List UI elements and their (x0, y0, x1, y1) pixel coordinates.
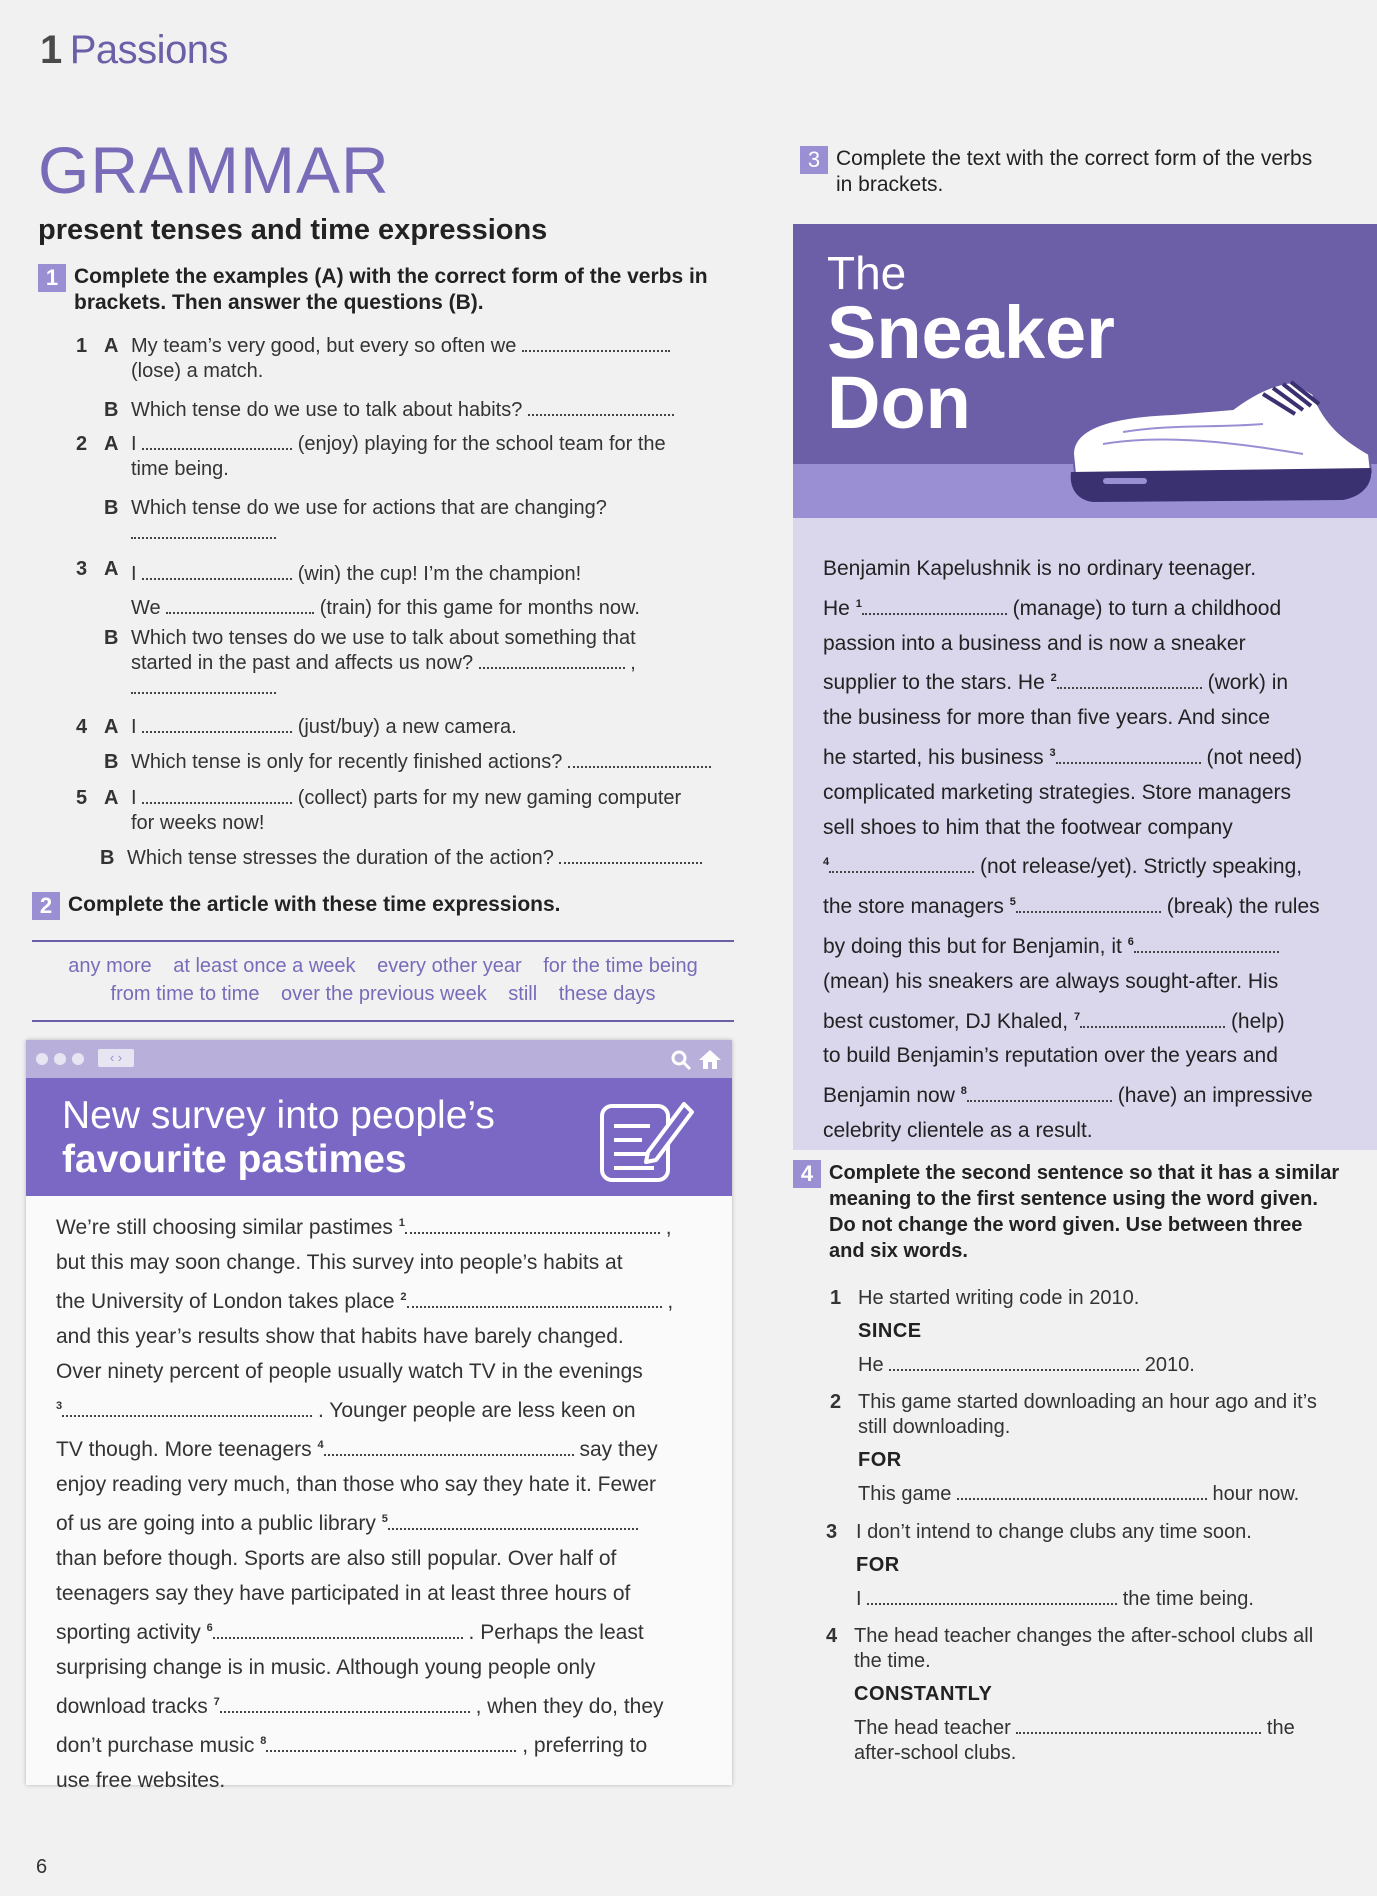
ex4-item-1 (830, 1286, 1370, 1378)
sneaker-article-body (823, 552, 1353, 1149)
line-text: , (667, 1290, 674, 1313)
ex3-instruction (800, 146, 1377, 198)
answer-gap[interactable] (957, 1482, 1207, 1500)
ex1-item-1 (76, 334, 756, 384)
item-number: 3 (826, 1521, 838, 1543)
item-text: I (131, 563, 137, 585)
expression: every other year (377, 955, 522, 977)
answer-gap[interactable] (131, 676, 276, 694)
answer-gap[interactable] (1080, 1010, 1225, 1028)
sneaker-don-article (793, 224, 1377, 1150)
article-line (56, 1354, 702, 1389)
expression: at least once a week (173, 955, 356, 977)
ex1-instruction-line2: brackets. Then answer the questions (B). (74, 291, 484, 314)
unit-title: Passions (69, 28, 229, 72)
line-text: to build Benjamin’s reputation over the years and (823, 1044, 1278, 1068)
search-icon (670, 1049, 692, 1071)
answer-gap[interactable] (479, 651, 625, 669)
ex4-number: 4 (793, 1160, 821, 1188)
line-text: TV though. More teenagers (56, 1438, 312, 1461)
line-text: (not need) (1206, 745, 1303, 769)
line-text: (mean) his sneakers are always sought-after. His (823, 969, 1279, 993)
ex1-item-5 (76, 786, 756, 836)
question-text: Which tense do we use for actions that are changing? (131, 497, 607, 519)
ex4-item-2 (830, 1390, 1370, 1507)
line-text: , (665, 1216, 672, 1239)
survey-header (26, 1078, 732, 1196)
item-text: (train) for this game for months now. (319, 597, 640, 619)
second-sentence-end: hour now. (1212, 1483, 1300, 1505)
ex1-instruction (38, 264, 748, 316)
sneaker-title-word2: Don (827, 361, 971, 444)
item-text: I (131, 787, 137, 809)
first-sentence: the time. (854, 1650, 931, 1672)
ex3-instruction-line2: in brackets. (836, 173, 944, 196)
notepad-pencil-icon (596, 1090, 696, 1188)
article-line (823, 1074, 1353, 1114)
ex1-instruction-line1: Complete the examples (A) with the correct form of the verbs in (74, 265, 708, 288)
line-text: best customer, DJ Khaled, (823, 1009, 1069, 1033)
item-number: 2 (830, 1391, 842, 1413)
article-line (56, 1467, 702, 1502)
ex4-instruction-line: meaning to the first sentence using the word given. (829, 1188, 1318, 1210)
article-line (56, 1763, 702, 1798)
line-text: supplier to the stars. He (823, 671, 1045, 695)
answer-gap[interactable] (324, 1438, 574, 1456)
ex4-instruction (793, 1160, 1377, 1264)
ex1-item-3 (76, 557, 756, 625)
page-number: 6 (36, 1856, 48, 1878)
line-text: than before though. Sports are also still popular. Over half of (56, 1547, 617, 1570)
label-b: B (100, 847, 115, 869)
question-text: started in the past and affects us now? (131, 652, 474, 674)
article-line (56, 1319, 702, 1354)
question-text: Which tense is only for recently finished actions? (131, 751, 563, 773)
article-line (823, 627, 1353, 662)
label-a: A (104, 716, 119, 738)
article-line (56, 1724, 702, 1763)
line-text: Benjamin now (823, 1084, 955, 1108)
article-line (56, 1502, 702, 1541)
item-text: We (131, 597, 161, 619)
item-text: (enjoy) playing for the school team for the (297, 433, 666, 455)
label-a: A (104, 335, 119, 357)
key-word: FOR (858, 1449, 902, 1471)
item-text: I (131, 433, 137, 455)
gap-number: 3 (56, 1400, 63, 1412)
article-line (56, 1280, 702, 1319)
expression: still (508, 983, 538, 1005)
article-line (56, 1541, 702, 1576)
answer-gap[interactable] (867, 1587, 1117, 1605)
item-number: 5 (76, 787, 88, 809)
gap-number: 5 (1009, 896, 1016, 909)
line-text: the store managers (823, 895, 1004, 919)
line-text: the University of London takes place (56, 1290, 395, 1313)
answer-gap[interactable] (528, 398, 674, 416)
line-text: sell shoes to him that the footwear company (823, 815, 1233, 839)
second-sentence-start: The head teacher (854, 1717, 1011, 1739)
ex2-instruction (32, 892, 732, 920)
line-text: celebrity clientele as a result. (823, 1118, 1093, 1142)
answer-gap[interactable] (213, 1621, 463, 1639)
ex2-number: 2 (32, 892, 60, 920)
line-text: (break) the rules (1166, 895, 1320, 919)
item-number: 1 (76, 335, 88, 357)
gap-number: 6 (206, 1622, 213, 1634)
article-line (823, 587, 1353, 627)
line-text: of us are going into a public library (56, 1512, 376, 1535)
item-text: My team’s very good, but every so often we (131, 335, 517, 357)
item-text: (lose) a match. (131, 360, 264, 382)
ex1-item-5b (100, 846, 750, 871)
answer-gap[interactable] (220, 1695, 470, 1713)
survey-title-line1: New survey into people’s (62, 1094, 495, 1137)
unit-header (40, 28, 228, 73)
item-number: 4 (76, 716, 88, 738)
first-sentence: The head teacher changes the after-school clubs all (854, 1625, 1314, 1647)
line-text: the business for more than five years. And since (823, 706, 1271, 730)
second-sentence-end: after-school clubs. (854, 1742, 1017, 1764)
line-text: teenagers say they have participated in at least three hours of (56, 1582, 631, 1605)
gap-number: 3 (1049, 746, 1056, 759)
gap-number: 1 (398, 1217, 405, 1229)
ex1-item-3b: B Which two tenses do we use to talk about something that started in the past and affects us now? , (104, 626, 754, 701)
label-b: B (104, 399, 119, 421)
divider (32, 1020, 734, 1022)
answer-gap[interactable] (1134, 935, 1279, 953)
answer-gap[interactable] (407, 1290, 662, 1308)
unit-number: 1 (40, 28, 62, 72)
answer-gap[interactable] (862, 597, 1007, 615)
answer-gap[interactable] (142, 715, 292, 733)
line-text: (work) in (1207, 671, 1289, 695)
answer-gap[interactable] (405, 1216, 660, 1234)
item-text: time being. (131, 458, 229, 480)
gap-number: 5 (381, 1513, 388, 1525)
line-text: passion into a business and is now a sneaker (823, 631, 1246, 655)
expression: from time to time (110, 983, 260, 1005)
first-sentence: still downloading. (858, 1416, 1011, 1438)
ex4-instruction-line: Complete the second sentence so that it has a similar (829, 1162, 1340, 1184)
article-line (56, 1206, 702, 1245)
line-text: don’t purchase music (56, 1734, 255, 1757)
ex1-item-2 (76, 432, 756, 482)
grammar-title: GRAMMAR (38, 133, 390, 207)
ex2-instruction-text: Complete the article with these time expressions. (68, 893, 561, 916)
window-dot-icon (54, 1053, 66, 1065)
line-text: but this may soon change. This survey into people’s habits at (56, 1251, 623, 1274)
answer-gap[interactable] (889, 1353, 1139, 1371)
second-sentence-start: I (856, 1588, 862, 1610)
key-word: SINCE (858, 1320, 922, 1342)
question-text: Which two tenses do we use to talk about something that (131, 627, 636, 649)
first-sentence: I don’t intend to change clubs any time soon. (856, 1521, 1252, 1543)
gap-number: 8 (260, 1735, 267, 1747)
window-dot-icon (72, 1053, 84, 1065)
question-text: Which tense do we use to talk about habits? (131, 399, 523, 421)
article-line (56, 1389, 702, 1428)
line-text: (manage) to turn a childhood (1012, 596, 1282, 620)
article-line (823, 736, 1353, 776)
label-a: A (104, 787, 119, 809)
key-word: CONSTANTLY (854, 1683, 993, 1705)
first-sentence: This game started downloading an hour ago and it’s (858, 1391, 1317, 1413)
second-sentence-end: the (1266, 1717, 1295, 1739)
label-b: B (104, 497, 119, 519)
question-text: Which tense stresses the duration of the action? (127, 847, 554, 869)
article-line (56, 1428, 702, 1467)
article-line (823, 776, 1353, 811)
article-line (823, 1114, 1353, 1149)
answer-gap[interactable] (388, 1512, 638, 1530)
gap-number: 2 (400, 1291, 407, 1303)
ex4-item-3 (826, 1520, 1366, 1612)
gap-number: 7 (213, 1696, 220, 1708)
answer-gap[interactable] (967, 1084, 1112, 1102)
article-line (823, 885, 1353, 925)
ex3-number: 3 (800, 146, 828, 174)
ex4-instruction-line: and six words. (829, 1240, 968, 1262)
line-text: , when they do, they (475, 1695, 664, 1718)
gap-number: 8 (960, 1085, 967, 1098)
second-sentence-end: 2010. (1144, 1354, 1195, 1376)
gap-number: 6 (1127, 935, 1134, 948)
sneaker-icon (1063, 354, 1377, 514)
item-number: 3 (76, 558, 88, 580)
key-word: FOR (856, 1554, 900, 1576)
answer-gap[interactable] (131, 521, 276, 539)
answer-gap[interactable] (142, 562, 292, 580)
sneaker-title-the: The (827, 247, 907, 299)
label-a: A (104, 558, 119, 580)
answer-gap[interactable] (142, 432, 292, 450)
line-text: enjoy reading very much, than those who say they hate it. Fewer (56, 1473, 656, 1496)
item-text: for weeks now! (131, 812, 265, 834)
article-line (823, 845, 1353, 885)
line-text: (have) an impressive (1117, 1084, 1313, 1108)
answer-gap[interactable] (1056, 746, 1201, 764)
item-text: (just/buy) a new camera. (297, 716, 517, 738)
survey-article-panel (26, 1040, 732, 1792)
item-text: (win) the cup! I’m the champion! (297, 563, 582, 585)
line-text: complicated marketing strategies. Store managers (823, 780, 1292, 804)
line-text: he started, his business (823, 745, 1044, 769)
ex4-item-4 (826, 1624, 1371, 1766)
divider (32, 940, 734, 942)
item-number: 1 (830, 1287, 842, 1309)
article-line (823, 811, 1353, 846)
ex3-instruction-line1: Complete the text with the correct form of the verbs (836, 147, 1313, 170)
second-sentence-end: the time being. (1122, 1588, 1254, 1610)
line-text: and this year’s results show that habits have barely changed. (56, 1325, 624, 1348)
line-text: say they (579, 1438, 658, 1461)
answer-gap[interactable] (1057, 671, 1202, 689)
article-line (823, 701, 1353, 736)
line-text: surprising change is in music. Although young people only (56, 1656, 596, 1679)
expression: these days (558, 983, 656, 1005)
survey-article-body (26, 1196, 732, 1798)
home-icon (698, 1048, 722, 1070)
ex1-item-1b (104, 398, 754, 423)
article-line (823, 1039, 1353, 1074)
expression: over the previous week (281, 983, 487, 1005)
ex1-item-4b (104, 750, 754, 775)
ex1-item-4 (76, 715, 756, 740)
answer-gap[interactable] (1016, 895, 1161, 913)
item-text: (collect) parts for my new gaming computer (297, 787, 682, 809)
second-sentence-start: This game (858, 1483, 952, 1505)
answer-gap[interactable] (568, 750, 711, 768)
line-text: by doing this but for Benjamin, it (823, 934, 1122, 958)
expression: any more (68, 955, 152, 977)
article-line (56, 1245, 702, 1280)
item-text: I (131, 716, 137, 738)
first-sentence: He started writing code in 2010. (858, 1287, 1140, 1309)
line-text: (help) (1230, 1009, 1285, 1033)
answer-gap[interactable] (829, 855, 974, 873)
answer-gap[interactable] (166, 596, 314, 614)
back-forward-icon: ‹ › (98, 1049, 134, 1067)
line-text: (not release/yet). Strictly speaking, (979, 855, 1303, 879)
line-text: sporting activity (56, 1621, 201, 1644)
answer-gap[interactable] (142, 786, 292, 804)
line-text: . Perhaps the least (468, 1621, 644, 1644)
line-text: Benjamin Kapelushnik is no ordinary teenager. (823, 557, 1257, 580)
article-line (56, 1650, 702, 1685)
article-line (823, 1000, 1353, 1040)
grammar-subtitle: present tenses and time expressions (38, 214, 548, 246)
answer-gap[interactable] (266, 1734, 516, 1752)
ex1-item-2b (104, 496, 754, 546)
item-number: 2 (76, 433, 88, 455)
article-line (823, 925, 1353, 965)
gap-number: 4 (317, 1439, 324, 1451)
sneaker-title-word1: Sneaker (827, 291, 1115, 374)
window-dot-icon (36, 1053, 48, 1065)
answer-gap[interactable] (522, 334, 670, 352)
answer-gap[interactable] (62, 1399, 312, 1417)
gap-number: 4 (823, 856, 830, 869)
line-text: download tracks (56, 1695, 208, 1718)
line-text: use free websites. (56, 1769, 226, 1792)
article-line (56, 1611, 702, 1650)
gap-number: 2 (1050, 672, 1057, 685)
label-b: B (104, 751, 119, 773)
article-line (56, 1685, 702, 1724)
answer-gap[interactable] (559, 846, 702, 864)
gap-number: 1 (855, 597, 862, 610)
article-line (56, 1576, 702, 1611)
article-line (823, 661, 1353, 701)
line-text: , preferring to (522, 1734, 648, 1757)
survey-title-line2: favourite pastimes (62, 1138, 407, 1181)
line-text: We’re still choosing similar pastimes (56, 1216, 393, 1239)
line-text: . Younger people are less keen on (317, 1399, 636, 1422)
time-expressions-box (32, 952, 734, 1008)
label-a: A (104, 433, 119, 455)
gap-number: 7 (1073, 1010, 1081, 1023)
second-sentence-start: He (858, 1354, 884, 1376)
line-text: Over ninety percent of people usually watch TV in the evenings (56, 1360, 643, 1383)
ex4-instruction-line: Do not change the word given. Use between three (829, 1214, 1303, 1236)
item-number: 4 (826, 1625, 838, 1647)
expression: for the time being (543, 955, 698, 977)
article-line (823, 552, 1353, 587)
article-line (823, 965, 1353, 1000)
label-b: B (104, 627, 119, 649)
ex1-number: 1 (38, 264, 66, 292)
line-text: He (823, 596, 850, 620)
answer-gap[interactable] (1016, 1716, 1261, 1734)
browser-bar (26, 1040, 732, 1078)
